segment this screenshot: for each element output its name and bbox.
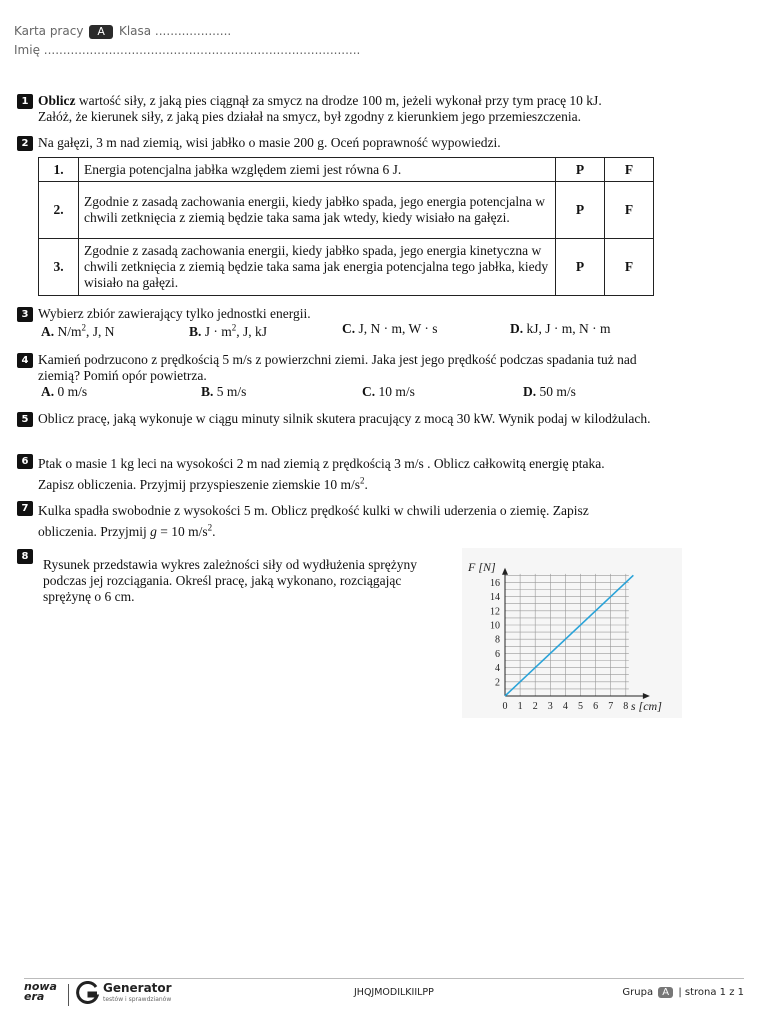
task-text: Ptak o masie 1 kg leci na wysokości 2 m nad ziemią z prędkością 3 m/s . Oblicz całkowitą energię ptaka. — [38, 456, 605, 471]
x-tick-label: 1 — [517, 701, 523, 712]
option-c[interactable]: C. J, N · m, W · s — [342, 321, 438, 336]
task-text: Kulka spadła swobodnie z wysokości 5 m. Oblicz prędkość kulki w chwili uderzenia o ziemię. Zapisz — [38, 503, 589, 518]
option-a[interactable]: A. 0 m/s — [41, 384, 88, 399]
row-number: 3. — [39, 239, 79, 296]
option-d[interactable]: D. kJ, J · m, N · m — [510, 321, 611, 336]
task-number: 6 — [17, 454, 33, 469]
name-field[interactable]: Imię ................................................................................... — [14, 43, 361, 57]
table-row — [39, 158, 654, 182]
task-number: 8 — [17, 549, 33, 564]
answer-options — [24, 321, 674, 342]
task-6: 6 Ptak o masie 1 kg leci na wysokości 2 m nad ziemią z prędkością 3 m/s . Oblicz całkowitą energię ptaka. Zapisz obliczenia. Przyjmij przyspieszenie ziemskie 10 $m/s^2$. — [17, 453, 677, 495]
false-option[interactable]: F — [605, 182, 654, 239]
task-4 — [17, 352, 677, 384]
false-option[interactable]: F — [605, 158, 654, 182]
task-number: 5 — [17, 412, 33, 427]
statement: Energia potencjalna jabłka względem ziemi jest równa 6 J. — [79, 158, 556, 182]
task-8 — [17, 548, 437, 605]
generator-logo: Generator testów i sprawdzianów — [76, 981, 100, 1010]
statement: Zgodnie z zasadą zachowania energii, kiedy jabłko spada, jego energia kinetyczna w chwili zetknięcia z ziemią będzie taka sama jak energia potencjalna tego jabłka, kiedy wisiało na gałęzi. — [79, 239, 556, 296]
task-2 — [17, 135, 677, 151]
true-false-table — [38, 157, 654, 296]
x-tick-label: 2 — [532, 701, 538, 712]
page-info: Grupa A | strona 1 z 1 — [622, 987, 744, 998]
x-tick-label: 5 — [578, 701, 583, 712]
x-tick-label: 7 — [608, 701, 614, 712]
y-tick-label: 10 — [490, 620, 500, 632]
x-tick-label: 4 — [562, 701, 568, 712]
table-row — [39, 182, 654, 239]
option-d[interactable]: D. 50 m/s — [523, 384, 576, 399]
task-number: 3 — [17, 307, 33, 322]
task-text: Oblicz pracę, jaką wykonuje w ciągu minuty silnik skutera pracujący z mocą 30 kW. Wynik podaj w kilodżulach. — [38, 411, 651, 426]
true-option[interactable]: P — [556, 158, 605, 182]
task-3 — [17, 306, 677, 322]
option-b[interactable]: B. $J \cdot m^2$, J, kJ — [189, 322, 268, 339]
row-number: 1. — [39, 158, 79, 182]
false-option[interactable]: F — [605, 239, 654, 296]
worksheet-header — [14, 24, 231, 39]
answer-options — [24, 384, 674, 402]
task-keyword: Oblicz — [38, 93, 76, 108]
force-extension-chart — [462, 548, 682, 718]
statement: Zgodnie z zasadą zachowania energii, kiedy jabłko spada, jego energia potencjalna w chwili zetknięcia z ziemią będzie taka sama jak wtedy, kiedy wisiało na gałęzi. — [79, 182, 556, 239]
task-number: 2 — [17, 136, 33, 151]
x-tick-label: 3 — [547, 701, 553, 712]
document-code: JHQJMODILKIILPP — [354, 987, 434, 998]
table-row — [39, 239, 654, 296]
task-text: Kamień podrzucono z prędkością 5 m/s z powierzchni ziemi. Jaka jest jego prędkość podczas spadania tuż nad ziemią? Pomiń opór powietrza. — [38, 352, 637, 383]
true-option[interactable]: P — [556, 182, 605, 239]
class-field[interactable]: Klasa .................... — [118, 24, 232, 38]
task-5 — [17, 411, 677, 427]
y-tick-label: 6 — [495, 648, 500, 660]
nowa-era-logo: nowa era — [24, 980, 57, 1003]
task-1 — [17, 93, 677, 125]
x-tick-label: 6 — [593, 701, 599, 712]
y-tick-label: 12 — [490, 606, 500, 618]
footer — [24, 978, 744, 1003]
true-option[interactable]: P — [556, 239, 605, 296]
logo-divider — [68, 984, 69, 1006]
group-badge: A — [89, 25, 113, 39]
option-b[interactable]: B. 5 m/s — [201, 384, 247, 399]
y-tick-label: 16 — [490, 577, 500, 589]
y-tick-label: 14 — [490, 592, 500, 604]
option-c[interactable]: C. 10 m/s — [362, 384, 415, 399]
x-tick-label: 0 — [502, 701, 508, 712]
task-number: 7 — [17, 501, 33, 516]
y-tick-label: 8 — [495, 634, 500, 646]
option-a[interactable]: A. $N/m^2$, J, N — [41, 322, 115, 339]
x-axis-label: s [cm] — [630, 699, 662, 713]
y-axis-label: F [N] — [468, 559, 496, 574]
worksheet-label: Karta pracy — [14, 24, 84, 38]
task-text-2: Załóż, że kierunek siły, z jaką pies działał na smycz, był zgodny z kierunkiem jego przemieszczenia. — [38, 109, 582, 124]
x-tick-label: 8 — [623, 701, 629, 712]
group-badge: A — [658, 987, 673, 998]
y-tick-label: 4 — [495, 663, 500, 675]
task-number: 1 — [17, 94, 33, 109]
task-7: 7 Kulka spadła swobodnie z wysokości 5 m. Oblicz prędkość kulki w chwili uderzenia o ziemię. Zapisz obliczenia. Przyjmij g = 10 $m/s^2$. — [17, 500, 677, 542]
task-text: Wybierz zbiór zawierający tylko jednostki energii. — [38, 306, 311, 321]
task-text: wartość siły, z jaką pies ciągnął za smycz na drodze 100 m, jeżeli wykonał przy tym pracę 10 kJ. — [75, 93, 602, 108]
row-number: 2. — [39, 182, 79, 239]
generator-icon — [76, 981, 100, 1005]
task-text: Rysunek przedstawia wykres zależności siły od wydłużenia sprężyny podczas jej rozciągania. Określ pracę, jaką wykonano, rozciągając sprężynę o 6 cm. — [43, 557, 417, 604]
task-number: 4 — [17, 353, 33, 368]
y-tick-label: 2 — [495, 677, 500, 689]
task-text: Na gałęzi, 3 m nad ziemią, wisi jabłko o masie 200 g. Oceń poprawność wypowiedzi. — [38, 135, 501, 150]
